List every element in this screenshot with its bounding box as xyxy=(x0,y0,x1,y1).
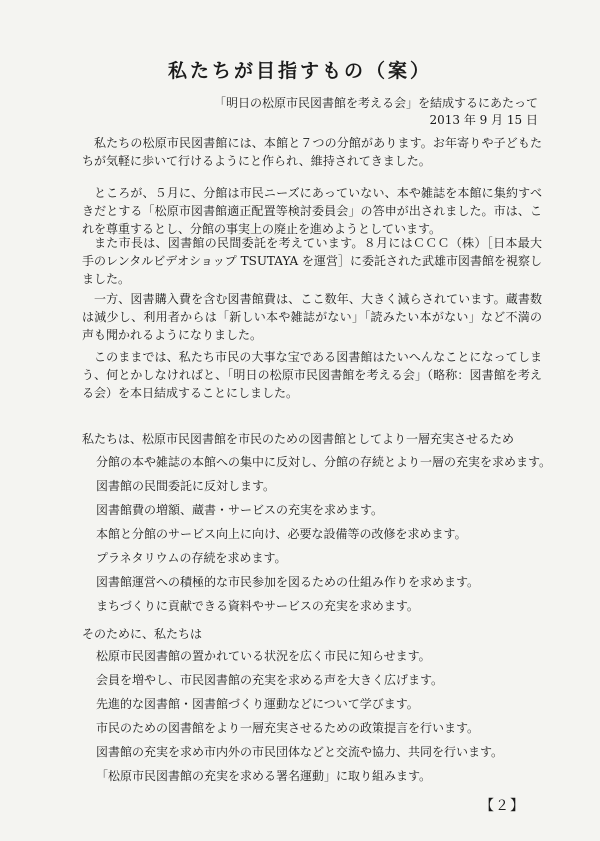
list-item: プラネタリウムの存続を求めます。 xyxy=(96,551,287,565)
list-item: 図書館の民間委託に反対します。 xyxy=(96,479,276,493)
paragraph: また市長は、図書館の民間委託を考えています。８月にはＣＣＣ（株）［日本最大手のレンタルビデオショップ TSUTAYA を運営］に委託された武雄市図書館を視察しました。 xyxy=(82,236,542,286)
intro-line: 「明日の松原市民図書館を考える会」を結成するにあたって xyxy=(213,96,538,110)
section-heading-actions: そのために、私たちは xyxy=(82,627,203,641)
list-item: 先進的な図書館・図書館づくり運動などについて学びます。 xyxy=(96,697,419,711)
list-item: 分館の本や雑誌の本館への集中に反対し、分館の存続とより一層の充実を求めます。 xyxy=(96,455,552,469)
paragraph: ところが、５月に、分館は市民ニーズにあっていない、本や雑誌を本館に集約すべきだとする「松原市図書館適正配置等検討委員会」の答申が出されました。市は、これを尊重するとし、分館の事実上の廃止を進めようとしています。 xyxy=(82,186,542,236)
section-heading-goals: 私たちは、松原市民図書館を市民のための図書館としてより一層充実させるため xyxy=(82,432,515,446)
paragraph: 一方、図書購入費を含む図書館費は、ここ数年、大きく減らされています。蔵書数は減少し、利用者からは「新しい本や雑誌がない」「読みたい本がない」など不満の声も聞かれるようになりました。 xyxy=(82,292,542,342)
list-item: まちづくりに貢献できる資料やサービスの充実を求めます。 xyxy=(96,599,419,613)
page-number: 【２】 xyxy=(480,798,525,814)
document-title: 私たちが目指すもの（案） xyxy=(167,60,432,82)
actions-list xyxy=(96,648,503,792)
paragraph: このままでは、私たち市民の大事な宝である図書館はたいへんなことになってしまう、何とかしなければと、「明日の松原市民図書館を考える会」（略称：図書館を考える会）を本日結成することにしました。 xyxy=(82,350,542,400)
paragraph: 私たちの松原市民図書館には、本館と７つの分館があります。お年寄りや子どもたちが気軽に歩いて行けるようにと作られ、維持されてきました。 xyxy=(82,136,542,168)
list-item: 会員を増やし、市民図書館の充実を求める声を大きく広げます。 xyxy=(96,673,444,687)
list-item: 「松原市民図書館の充実を求める署名運動」に取り組みます。 xyxy=(96,769,432,783)
list-item: 図書館費の増額、蔵書・サービスの充実を求めます。 xyxy=(96,503,384,517)
list-item: 市民のための図書館をより一層充実させるための政策提言を行います。 xyxy=(96,721,480,735)
document-date: 2013 年 9 月 15 日 xyxy=(429,113,538,127)
list-item: 松原市民図書館の置かれている状況を広く市民に知らせます。 xyxy=(96,649,431,663)
list-item: 本館と分館のサービス向上に向け、必要な設備等の改修を求めます。 xyxy=(96,527,467,541)
list-item: 図書館運営への積極的な市民参加を図るための仕組み作りを求めます。 xyxy=(96,575,480,589)
goals-list xyxy=(96,454,551,622)
list-item: 図書館の充実を求め市内外の市民団体などと交流や協力、共同を行います。 xyxy=(96,745,504,759)
